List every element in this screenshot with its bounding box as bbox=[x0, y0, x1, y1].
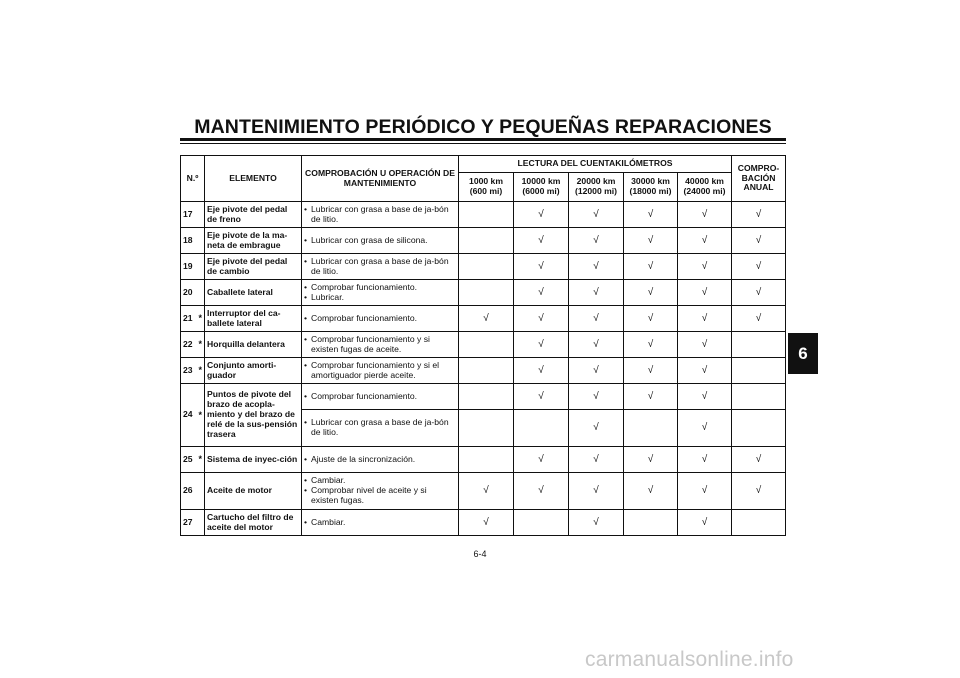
check-cell bbox=[678, 447, 732, 473]
row-element: Aceite de motor bbox=[205, 473, 302, 510]
check-mark-icon: √ bbox=[647, 260, 654, 272]
row-asterisk: * bbox=[197, 447, 205, 473]
check-cell bbox=[624, 254, 678, 280]
header-odometer: LECTURA DEL CUENTAKILÓMETROS bbox=[459, 156, 732, 173]
header-interval-1: 1000 km (600 mi) bbox=[459, 173, 514, 202]
maintenance-table-body bbox=[181, 202, 786, 536]
check-mark-icon: √ bbox=[755, 485, 762, 497]
check-cell bbox=[514, 306, 569, 332]
check-cell bbox=[459, 228, 514, 254]
row-element: Horquilla delantera bbox=[205, 332, 302, 358]
row-asterisk: * bbox=[197, 384, 205, 447]
row-operation bbox=[302, 410, 459, 447]
check-cell bbox=[514, 202, 569, 228]
check-mark-icon: √ bbox=[701, 453, 708, 465]
check-cell bbox=[624, 410, 678, 447]
check-mark-icon: √ bbox=[593, 364, 599, 376]
check-mark-icon: √ bbox=[755, 234, 762, 246]
check-mark-icon: √ bbox=[593, 516, 599, 528]
check-cell bbox=[459, 280, 514, 306]
operation-item: • Comprobar funcionamiento. bbox=[304, 314, 456, 324]
row-asterisk: * bbox=[197, 358, 205, 384]
check-cell bbox=[678, 410, 732, 447]
check-cell bbox=[459, 306, 514, 332]
check-cell bbox=[569, 358, 624, 384]
check-cell bbox=[678, 332, 732, 358]
check-mark-icon: √ bbox=[593, 286, 599, 298]
row-operation bbox=[302, 280, 459, 306]
check-cell bbox=[624, 228, 678, 254]
check-cell bbox=[459, 410, 514, 447]
row-asterisk bbox=[197, 280, 205, 306]
row-element: Puntos de pivote del brazo de acopla-miento y del brazo de relé de la sus-pensión trasera bbox=[205, 384, 302, 447]
check-cell bbox=[732, 473, 786, 510]
check-mark-icon: √ bbox=[538, 485, 544, 497]
check-cell bbox=[678, 358, 732, 384]
check-mark-icon: √ bbox=[701, 286, 708, 298]
operation-item: • Ajuste de la sincronización. bbox=[304, 455, 456, 465]
operation-item: • Cambiar. bbox=[304, 518, 456, 528]
maintenance-table bbox=[180, 155, 786, 536]
operation-item: • Lubricar. bbox=[304, 293, 456, 303]
header-element: ELEMENTO bbox=[205, 156, 302, 202]
check-mark-icon: √ bbox=[538, 208, 544, 220]
check-mark-icon: √ bbox=[647, 390, 654, 402]
check-cell bbox=[514, 254, 569, 280]
watermark: carmanualsonline.info bbox=[585, 648, 794, 671]
check-cell bbox=[459, 358, 514, 384]
table-row bbox=[181, 228, 786, 254]
check-cell bbox=[732, 332, 786, 358]
title-rule-thin bbox=[180, 143, 786, 144]
row-element: Eje pivote de la ma-neta de embrague bbox=[205, 228, 302, 254]
check-cell bbox=[732, 280, 786, 306]
check-mark-icon: √ bbox=[483, 516, 489, 528]
row-number: 19 bbox=[181, 254, 197, 280]
check-mark-icon: √ bbox=[538, 390, 544, 402]
row-asterisk bbox=[197, 202, 205, 228]
check-mark-icon: √ bbox=[538, 234, 544, 246]
check-cell bbox=[732, 410, 786, 447]
check-mark-icon: √ bbox=[701, 234, 708, 246]
operation-item: • Lubricar con grasa a base de ja-bón de litio. bbox=[304, 257, 456, 277]
row-operation bbox=[302, 447, 459, 473]
operation-item: • Comprobar funcionamiento. bbox=[304, 283, 456, 293]
check-mark-icon: √ bbox=[701, 364, 708, 376]
row-element: Sistema de inyec-ción bbox=[205, 447, 302, 473]
row-number: 24 bbox=[181, 384, 197, 447]
table-row bbox=[181, 306, 786, 332]
check-mark-icon: √ bbox=[701, 390, 708, 402]
table-row bbox=[181, 280, 786, 306]
check-cell bbox=[732, 202, 786, 228]
row-asterisk bbox=[197, 254, 205, 280]
row-operation bbox=[302, 332, 459, 358]
table-row bbox=[181, 510, 786, 536]
operation-item: • Comprobar funcionamiento y si existen fugas de aceite. bbox=[304, 335, 456, 355]
check-cell bbox=[678, 202, 732, 228]
header-interval-3: 20000 km (12000 mi) bbox=[569, 173, 624, 202]
check-cell bbox=[569, 228, 624, 254]
check-cell bbox=[514, 228, 569, 254]
check-cell bbox=[624, 510, 678, 536]
check-cell bbox=[569, 410, 624, 447]
check-cell bbox=[459, 254, 514, 280]
header-annual: COMPRO-BACIÓN ANUAL bbox=[732, 156, 786, 202]
check-mark-icon: √ bbox=[755, 260, 762, 272]
check-mark-icon: √ bbox=[755, 453, 762, 465]
row-number: 26 bbox=[181, 473, 197, 510]
row-asterisk: * bbox=[197, 306, 205, 332]
check-cell bbox=[732, 384, 786, 410]
check-mark-icon: √ bbox=[701, 260, 708, 272]
check-cell bbox=[459, 447, 514, 473]
row-element: Caballete lateral bbox=[205, 280, 302, 306]
check-cell bbox=[678, 510, 732, 536]
check-cell bbox=[678, 384, 732, 410]
row-element: Eje pivote del pedal de cambio bbox=[205, 254, 302, 280]
check-cell bbox=[732, 254, 786, 280]
check-cell bbox=[732, 510, 786, 536]
row-operation bbox=[302, 202, 459, 228]
check-cell bbox=[624, 332, 678, 358]
check-cell bbox=[624, 447, 678, 473]
check-cell bbox=[514, 280, 569, 306]
check-mark-icon: √ bbox=[593, 208, 599, 220]
page-number: 6-4 bbox=[473, 549, 487, 559]
check-mark-icon: √ bbox=[701, 485, 708, 497]
check-mark-icon: √ bbox=[755, 208, 762, 220]
check-cell bbox=[514, 384, 569, 410]
page-title: MANTENIMIENTO PERIÓDICO Y PEQUEÑAS REPARACIONES bbox=[194, 116, 772, 138]
row-number: 25 bbox=[181, 447, 197, 473]
row-asterisk bbox=[197, 228, 205, 254]
check-mark-icon: √ bbox=[647, 364, 654, 376]
check-mark-icon: √ bbox=[647, 286, 654, 298]
header-interval-4: 30000 km (18000 mi) bbox=[624, 173, 678, 202]
check-mark-icon: √ bbox=[593, 390, 599, 402]
check-cell bbox=[569, 384, 624, 410]
check-cell bbox=[678, 473, 732, 510]
check-mark-icon: √ bbox=[647, 234, 654, 246]
check-mark-icon: √ bbox=[701, 516, 708, 528]
row-number: 21 bbox=[181, 306, 197, 332]
row-element: Cartucho del filtro de aceite del motor bbox=[205, 510, 302, 536]
check-cell bbox=[459, 332, 514, 358]
check-mark-icon: √ bbox=[701, 338, 708, 350]
check-cell bbox=[732, 358, 786, 384]
check-mark-icon: √ bbox=[538, 338, 544, 350]
row-asterisk bbox=[197, 510, 205, 536]
check-cell bbox=[678, 306, 732, 332]
check-cell bbox=[569, 280, 624, 306]
check-cell bbox=[514, 358, 569, 384]
table-row bbox=[181, 447, 786, 473]
row-operation bbox=[302, 473, 459, 510]
row-operation bbox=[302, 384, 459, 410]
check-mark-icon: √ bbox=[593, 260, 599, 272]
check-mark-icon: √ bbox=[593, 422, 599, 434]
operation-item: • Comprobar funcionamiento. bbox=[304, 392, 456, 402]
row-operation bbox=[302, 510, 459, 536]
check-cell bbox=[459, 384, 514, 410]
check-cell bbox=[569, 447, 624, 473]
check-mark-icon: √ bbox=[593, 338, 599, 350]
check-cell bbox=[732, 447, 786, 473]
row-number: 17 bbox=[181, 202, 197, 228]
row-number: 22 bbox=[181, 332, 197, 358]
check-cell bbox=[569, 510, 624, 536]
row-number: 18 bbox=[181, 228, 197, 254]
operation-item: • Lubricar con grasa a base de ja-bón de litio. bbox=[304, 418, 456, 438]
check-cell bbox=[514, 447, 569, 473]
row-element: Eje pivote del pedal de freno bbox=[205, 202, 302, 228]
table-row bbox=[181, 254, 786, 280]
operation-item: • Cambiar. bbox=[304, 476, 456, 486]
chapter-tab[interactable]: 6 bbox=[788, 333, 818, 374]
check-mark-icon: √ bbox=[483, 312, 489, 324]
row-element: Interruptor del ca-ballete lateral bbox=[205, 306, 302, 332]
check-cell bbox=[624, 202, 678, 228]
check-cell bbox=[569, 473, 624, 510]
table-row bbox=[181, 358, 786, 384]
title-rule-thick bbox=[180, 138, 786, 141]
header-interval-5: 40000 km (24000 mi) bbox=[678, 173, 732, 202]
check-cell bbox=[624, 473, 678, 510]
check-mark-icon: √ bbox=[701, 208, 708, 220]
check-cell bbox=[569, 332, 624, 358]
check-mark-icon: √ bbox=[483, 485, 489, 497]
header-num: N.º bbox=[181, 156, 205, 202]
check-mark-icon: √ bbox=[647, 485, 654, 497]
check-cell bbox=[732, 306, 786, 332]
check-cell bbox=[624, 280, 678, 306]
check-cell bbox=[459, 510, 514, 536]
check-cell bbox=[514, 332, 569, 358]
check-mark-icon: √ bbox=[593, 234, 599, 246]
check-mark-icon: √ bbox=[701, 422, 708, 434]
check-cell bbox=[624, 358, 678, 384]
check-cell bbox=[569, 306, 624, 332]
row-operation bbox=[302, 306, 459, 332]
table-row bbox=[181, 384, 786, 410]
check-mark-icon: √ bbox=[538, 286, 544, 298]
row-operation bbox=[302, 228, 459, 254]
check-mark-icon: √ bbox=[647, 453, 654, 465]
row-asterisk bbox=[197, 473, 205, 510]
check-cell bbox=[678, 228, 732, 254]
table-row bbox=[181, 473, 786, 510]
row-operation bbox=[302, 358, 459, 384]
check-mark-icon: √ bbox=[538, 260, 544, 272]
row-number: 27 bbox=[181, 510, 197, 536]
row-number: 20 bbox=[181, 280, 197, 306]
check-cell bbox=[624, 384, 678, 410]
operation-item: • Comprobar funcionamiento y si el amortiguador pierde aceite. bbox=[304, 361, 456, 381]
operation-item: • Lubricar con grasa de silicona. bbox=[304, 236, 456, 246]
check-cell bbox=[514, 510, 569, 536]
check-mark-icon: √ bbox=[593, 485, 599, 497]
check-cell bbox=[459, 202, 514, 228]
check-mark-icon: √ bbox=[538, 364, 544, 376]
table-row bbox=[181, 202, 786, 228]
check-mark-icon: √ bbox=[647, 208, 654, 220]
header-operation: COMPROBACIÓN U OPERACIÓN DE MANTENIMIENTO bbox=[302, 156, 459, 202]
check-mark-icon: √ bbox=[755, 286, 762, 298]
check-mark-icon: √ bbox=[538, 453, 544, 465]
row-operation bbox=[302, 254, 459, 280]
check-cell bbox=[459, 473, 514, 510]
check-cell bbox=[569, 202, 624, 228]
check-mark-icon: √ bbox=[647, 338, 654, 350]
row-number: 23 bbox=[181, 358, 197, 384]
header-interval-2: 10000 km (6000 mi) bbox=[514, 173, 569, 202]
check-cell bbox=[514, 410, 569, 447]
row-element: Conjunto amorti-guador bbox=[205, 358, 302, 384]
check-cell bbox=[569, 254, 624, 280]
check-mark-icon: √ bbox=[593, 453, 599, 465]
check-mark-icon: √ bbox=[593, 312, 599, 324]
operation-item: • Comprobar nivel de aceite y si existen fugas. bbox=[304, 486, 456, 506]
check-cell bbox=[514, 473, 569, 510]
check-mark-icon: √ bbox=[755, 312, 762, 324]
check-cell bbox=[624, 306, 678, 332]
operation-item: • Lubricar con grasa a base de ja-bón de litio. bbox=[304, 205, 456, 225]
row-asterisk: * bbox=[197, 332, 205, 358]
check-cell bbox=[678, 254, 732, 280]
check-mark-icon: √ bbox=[647, 312, 654, 324]
check-cell bbox=[678, 280, 732, 306]
check-mark-icon: √ bbox=[701, 312, 708, 324]
check-mark-icon: √ bbox=[538, 312, 544, 324]
check-cell bbox=[732, 228, 786, 254]
table-row bbox=[181, 332, 786, 358]
